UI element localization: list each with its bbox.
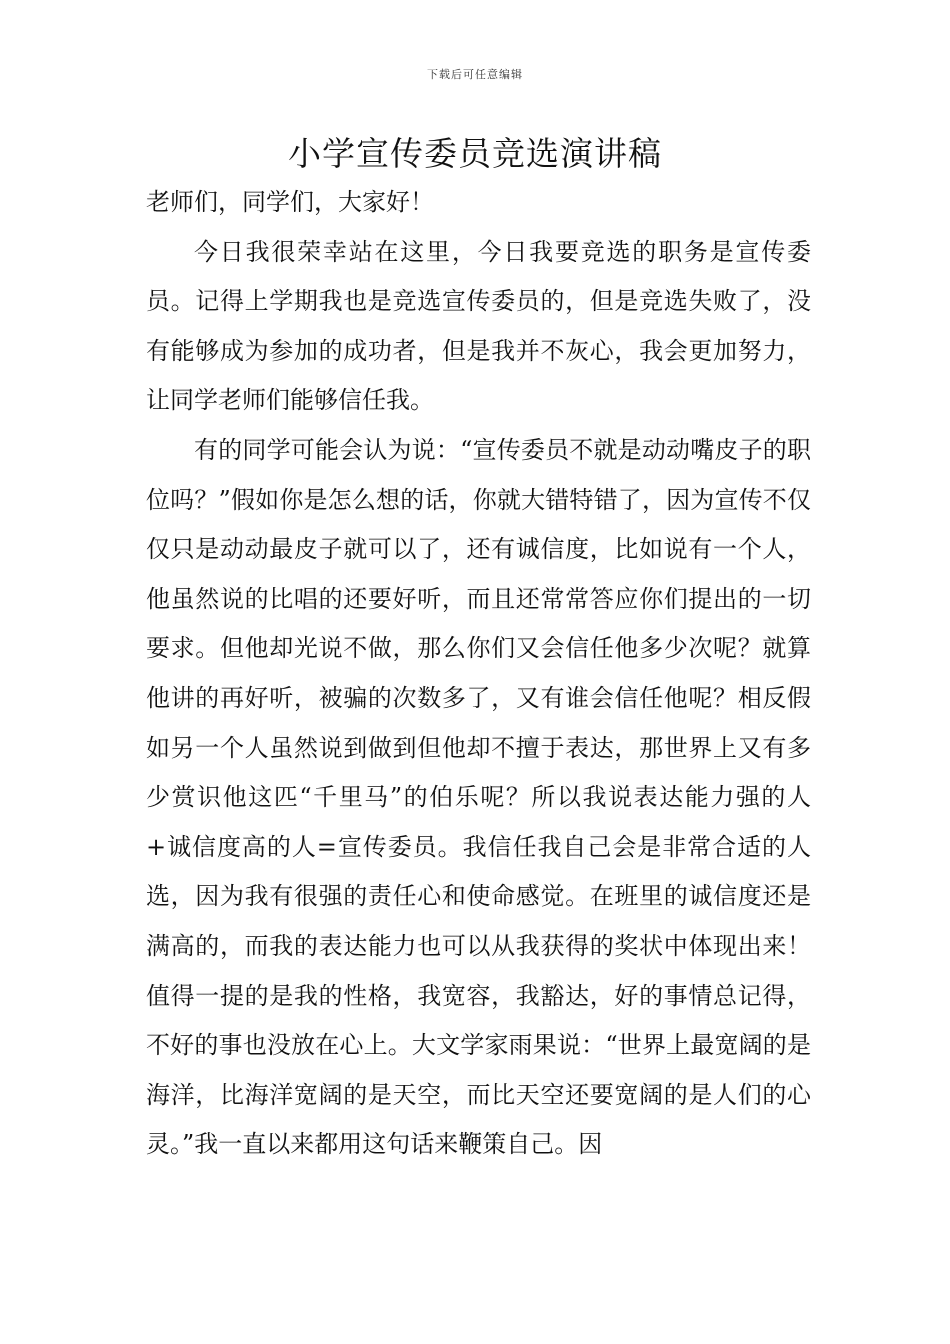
greeting-line: 老师们，同学们，大家好！ [146,188,434,216]
page-header-note: 下载后可任意编辑 [427,68,523,81]
document-title: 小学宣传委员竞选演讲稿 [288,134,662,173]
paragraph-2: 有的同学可能会认为说：“宣传委员不就是动动嘴皮子的职位吗？”假如你是怎么想的话，你就大错特错了，因为宣传不仅仅只是动动最皮子就可以了，还有诚信度，比如说有一个人，他虽然说的比唱的还要好听，而且还常常答应你们提出的一切要求。但他却光说不做，那么你们又会信任他多少次呢？就算他讲的再好听，被骗的次数多了，又有谁会信任他呢？相反假如另一个人虽然说到做到但他却不擅于表达，那世界上又有多少赏识他这匹“千里马”的伯乐呢？所以我说表达能力强的人+诚信度高的人=宣传委员。我信任我自己会是非常合适的人选，因为我有很强的责任心和使命感觉。在班里的诚信度还是满高的，而我的表达能力也可以从我获得的奖状中体现出来！值得一提的是我的性格，我宽容，我豁达，好的事情总记得，不好的事也没放在心上。大文学家雨果说：“世界上最宽阔的是海洋，比海洋宽阔的是天空，而比天空还要宽阔的是人们的心灵。”我一直以来都用这句话来鞭策自己。因 [146,435,811,1159]
paragraph-1: 今日我很荣幸站在这里，今日我要竞选的职务是宣传委员。记得上学期我也是竞选宣传委员的，但是竞选失败了，没有能够成为参加的成功者，但是我并不灰心，我会更加努力，让同学老师们能够信任我。 [146,237,811,415]
document-body [146,178,811,1170]
